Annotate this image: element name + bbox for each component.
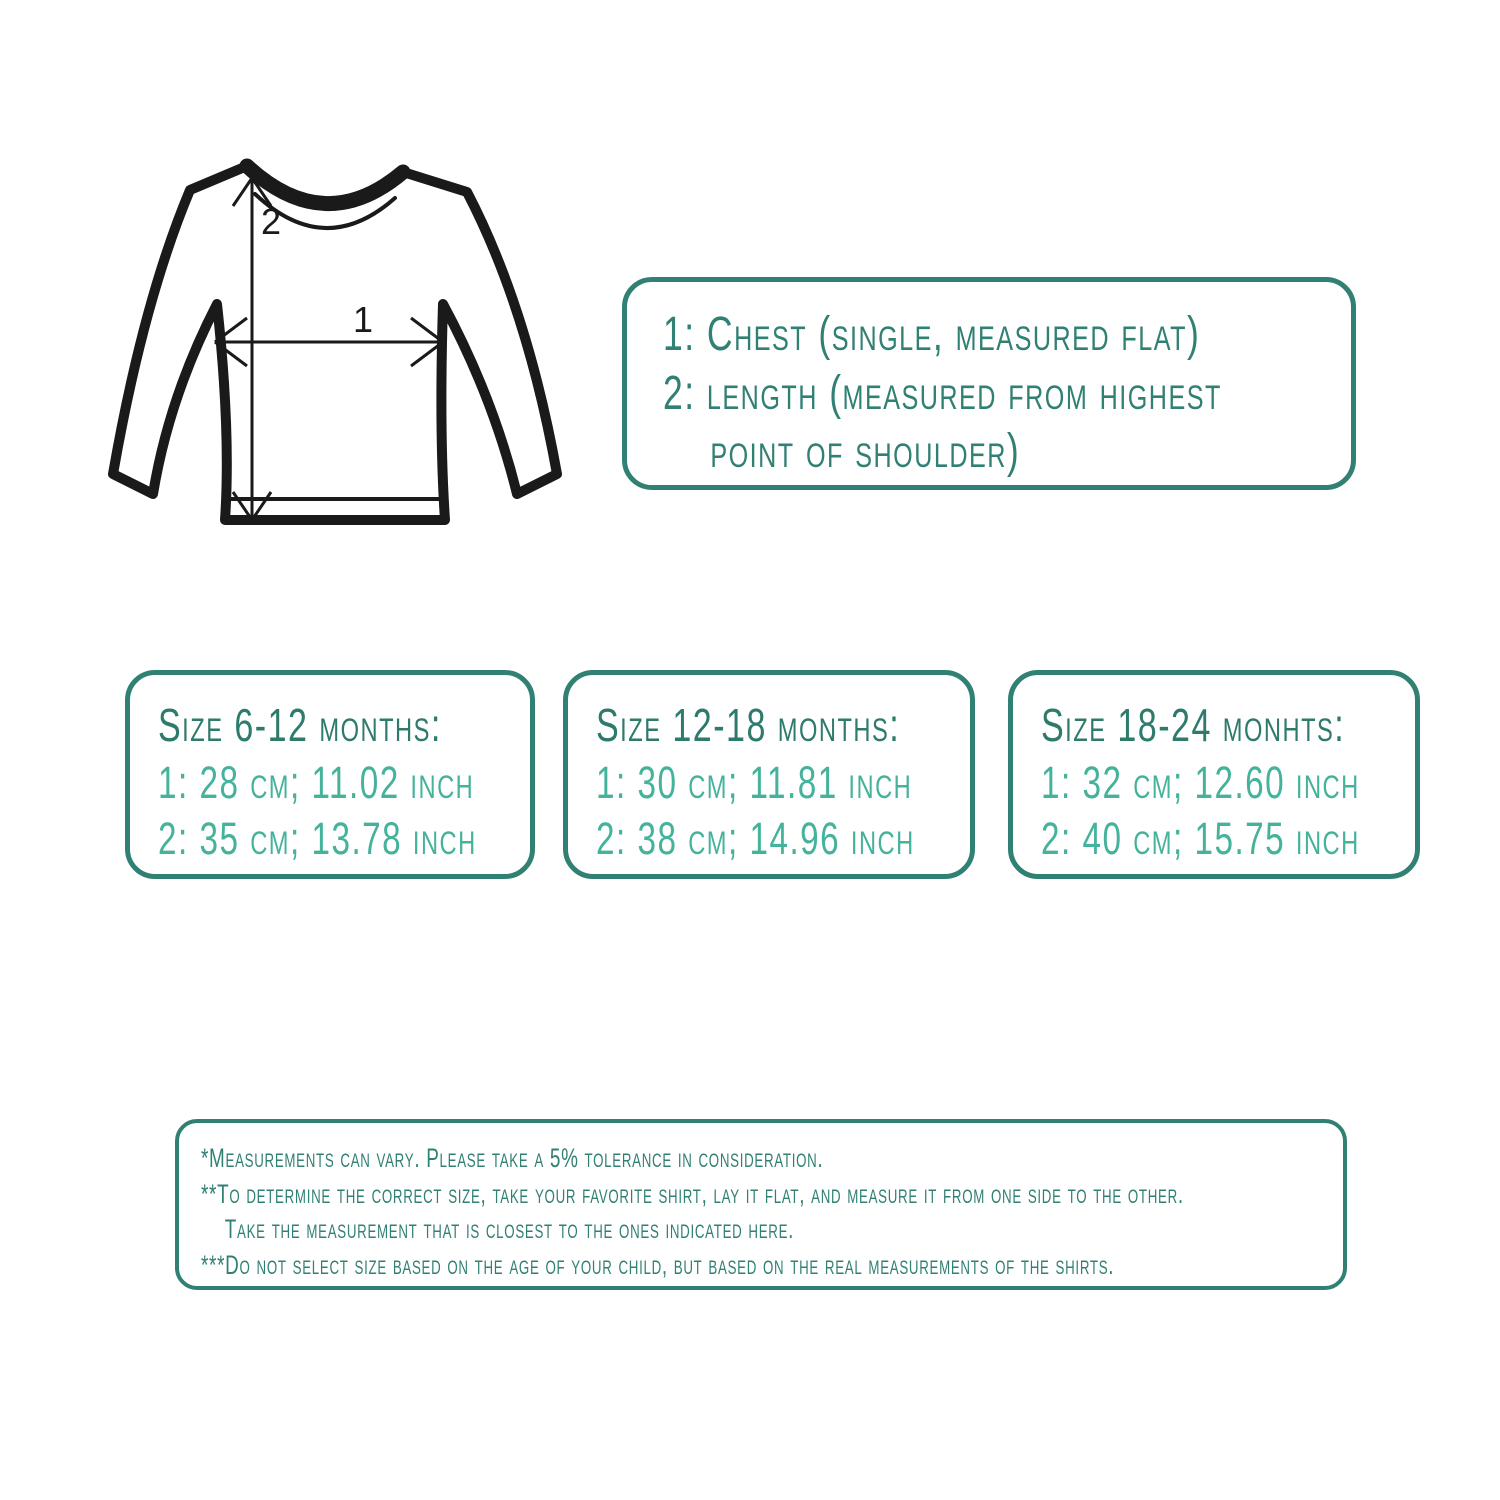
chest-measurement: 1: 32 cm; 12.60 inch [1041, 756, 1360, 808]
length-measurement: 2: 38 cm; 14.96 inch [596, 812, 915, 864]
size-box-text [596, 697, 915, 867]
size-box-title: Size 12-18 months: [596, 699, 901, 751]
size-box-title: Size 18-24 monhts: [1041, 699, 1346, 751]
size-box-text [1041, 697, 1360, 867]
legend-line-length: 2: length (measured from highest [663, 366, 1222, 420]
legend-box [622, 277, 1356, 490]
footnote-age-warning: ***Do not select size based on the age of your child, but based on the real measurements of the shirts. [201, 1249, 1115, 1280]
footnote-how-to-measure: **To determine the correct size, take your favorite shirt, lay it flat, and measure it from one side to the other. [201, 1178, 1184, 1209]
size-box-18-24-months [1008, 670, 1420, 879]
footnote-text [201, 1141, 1184, 1284]
size-box-6-12-months [125, 670, 535, 879]
size-box-text [158, 697, 477, 867]
chest-arrow-label: 1 [353, 299, 374, 340]
sweater-diagram [105, 142, 565, 552]
legend-text [663, 306, 1222, 482]
chest-measurement: 1: 28 cm; 11.02 inch [158, 756, 475, 808]
footnote-tolerance: *Measurements can vary. Please take a 5% tolerance in consideration. [201, 1143, 824, 1173]
legend-line-chest: 1: Chest (single, measured flat) [663, 308, 1201, 361]
legend-line-length-cont: point of shoulder) [710, 425, 1021, 479]
size-box-12-18-months [563, 670, 975, 879]
chest-measurement: 1: 30 cm; 11.81 inch [596, 756, 913, 808]
size-box-title: Size 6-12 months: [158, 699, 442, 751]
length-measurement: 2: 35 cm; 13.78 inch [158, 812, 477, 864]
footnote-box [175, 1119, 1347, 1290]
length-measurement: 2: 40 cm; 15.75 inch [1041, 812, 1360, 864]
footnote-how-to-measure-cont: Take the measurement that is closest to the ones indicated here. [224, 1214, 795, 1245]
length-arrow-label: 2 [261, 201, 282, 242]
